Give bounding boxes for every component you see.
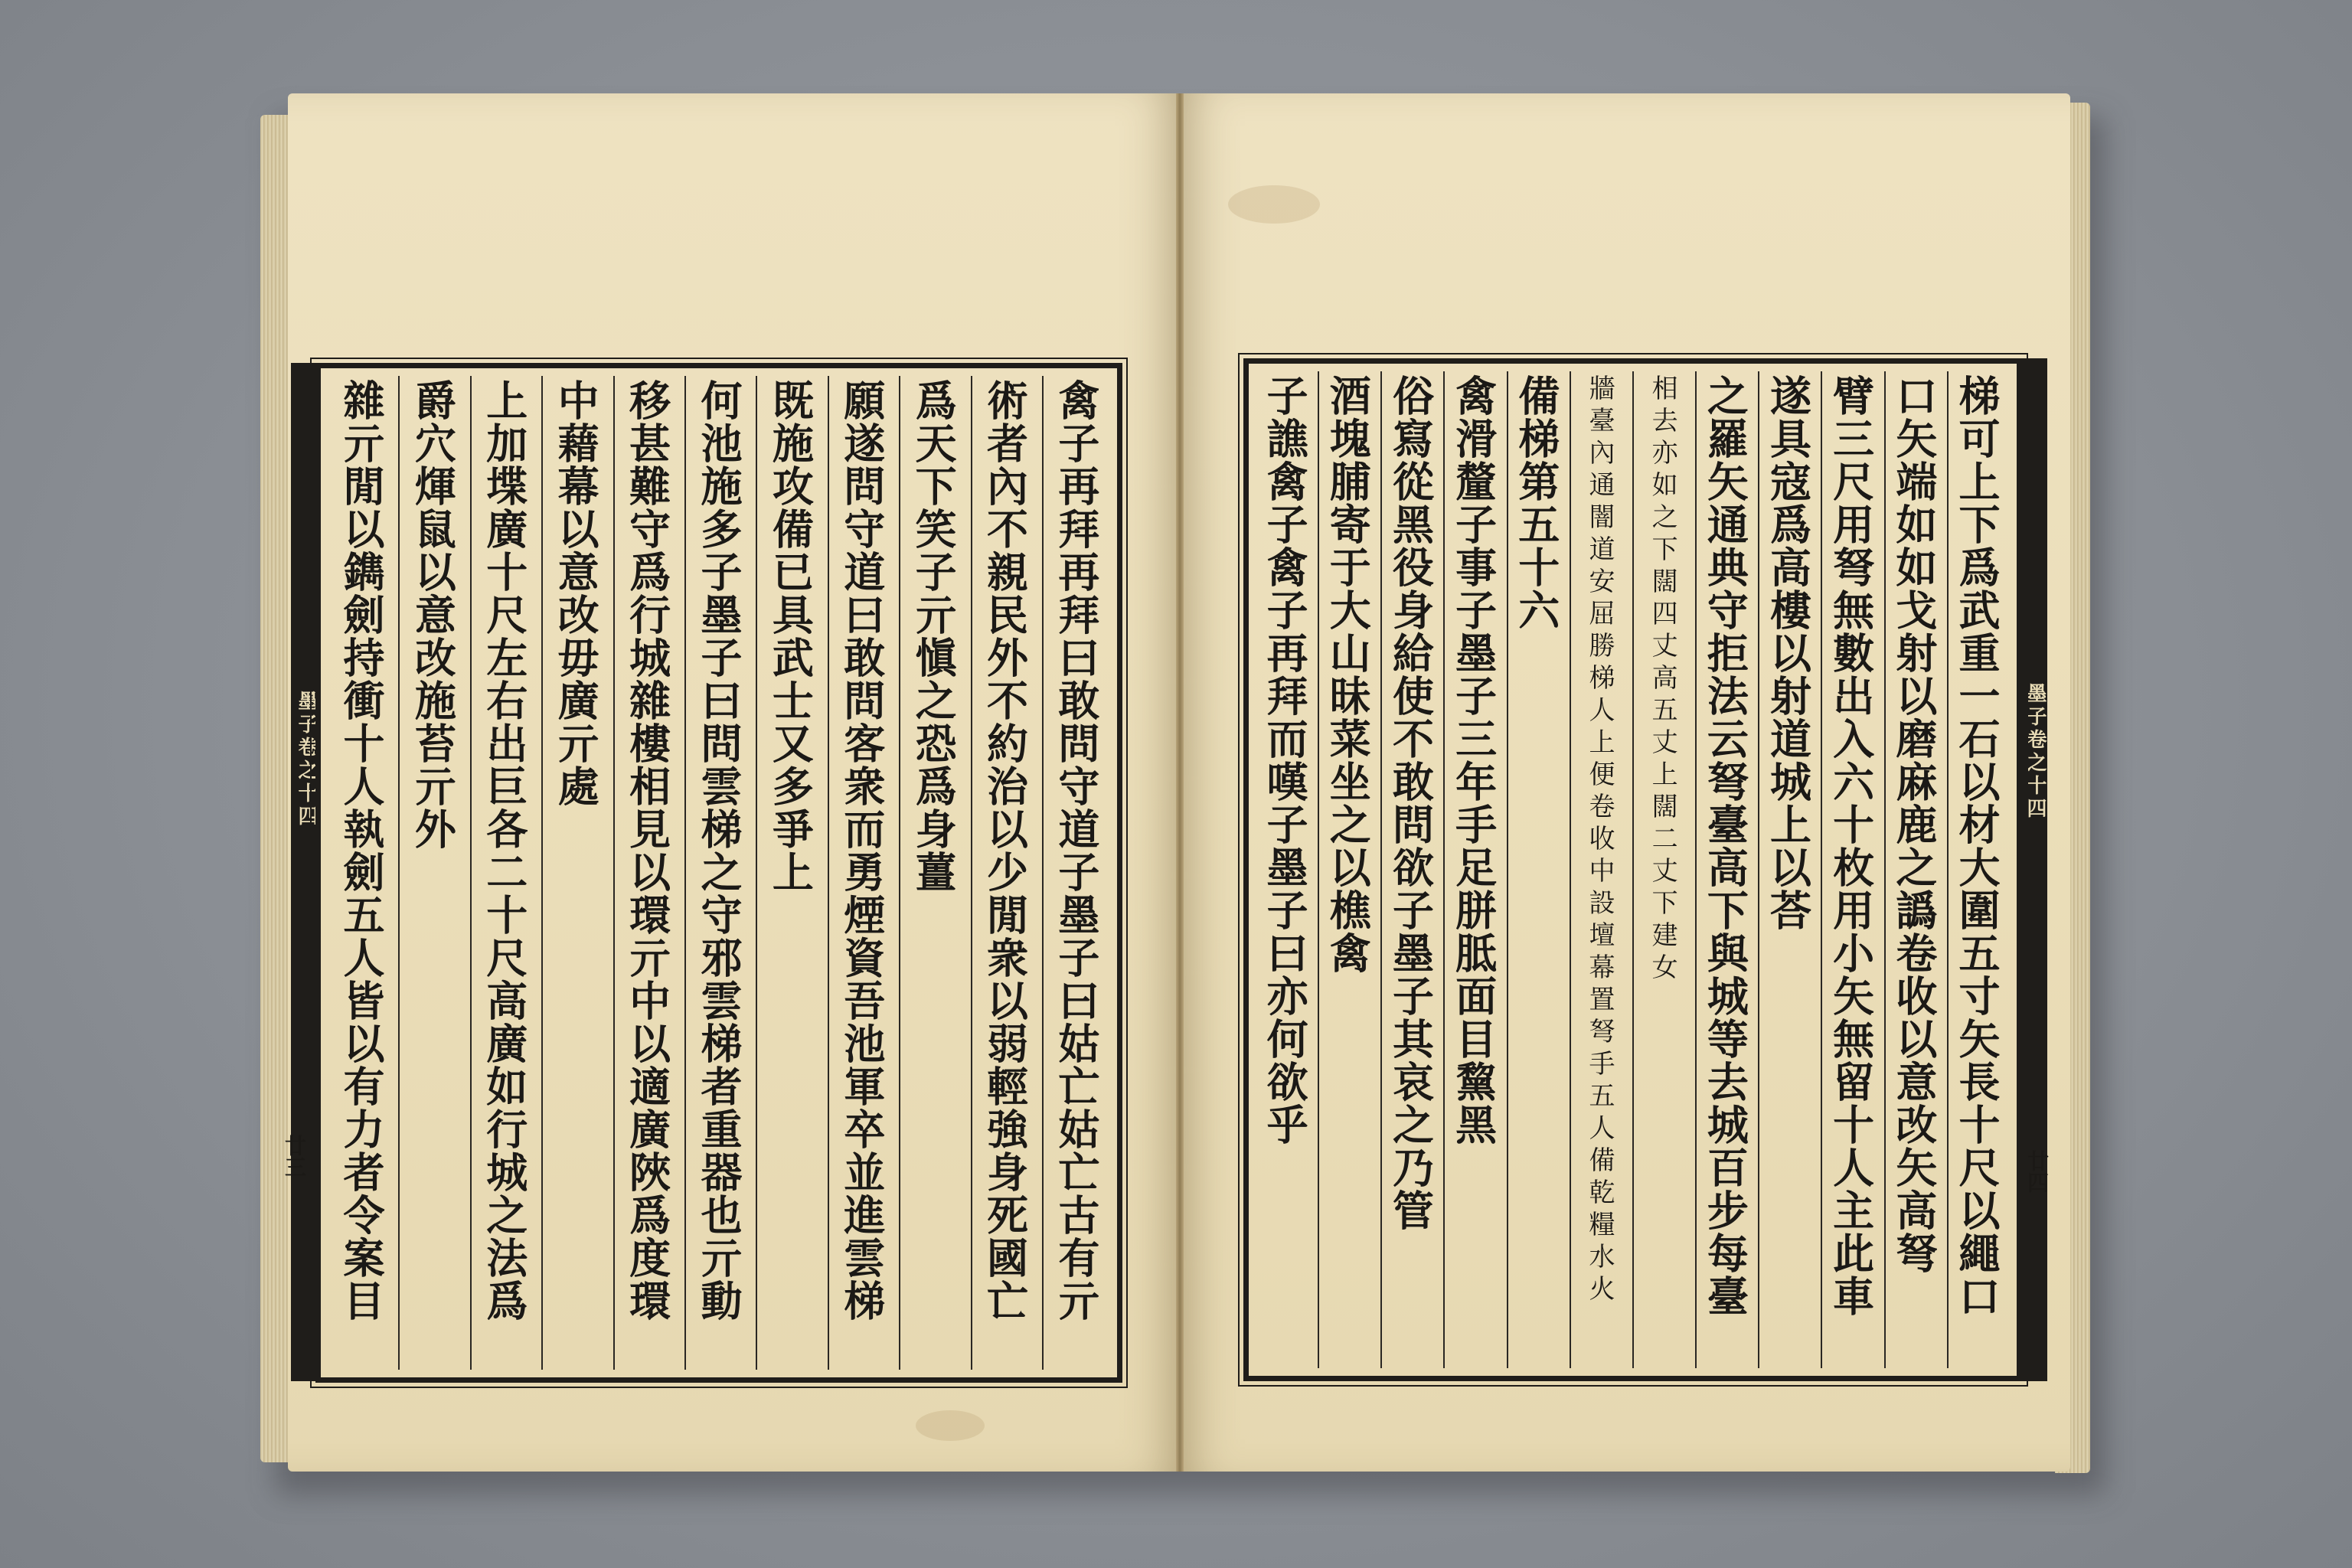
text-column: 既施攻備已具武士又多爭上 bbox=[756, 376, 823, 1370]
text-column: 子譙禽子禽子再拜而嘆子墨子曰亦何欲乎 bbox=[1260, 374, 1310, 1146]
right-text-columns bbox=[1256, 371, 2010, 1368]
text-column: 遂具寇爲高樓以射道城上以荅 bbox=[1758, 371, 1821, 1368]
text-column: 爵穴煇鼠以意改施苔亓外 bbox=[398, 376, 466, 1370]
text-column: 移甚難守爲行城雜樓相見以環亓中以適廣陜爲度環 bbox=[613, 376, 681, 1370]
text-column: 爲天下笑子亓愼之恐爲身薑 bbox=[899, 376, 966, 1370]
text-column: 雜亓閒以鐫劍持衝十人執劍五人皆以有力者令案目 bbox=[337, 379, 386, 1322]
text-column: 備梯第五十六 bbox=[1507, 371, 1570, 1368]
right-fore-edge-title: 墨子卷之十四 bbox=[2024, 683, 2047, 821]
open-book bbox=[260, 93, 2090, 1472]
left-fore-edge-strip bbox=[291, 363, 317, 1381]
left-fore-edge-title: 墨子卷之十四 bbox=[295, 691, 318, 828]
text-column: 中藉幕以意改毋廣亓處 bbox=[541, 376, 609, 1370]
text-column: 牆臺內通闇道安屈勝梯人上便卷收中設壇幕置弩手五人備乾糧水火 bbox=[1570, 371, 1632, 1368]
text-column: 酒塊脯寄于大山昧菜坐之以樵禽 bbox=[1318, 371, 1380, 1368]
text-column: 梯可上下爲武重一石以材大圍五寸矢長十尺以繩口 bbox=[1947, 371, 2010, 1368]
text-column: 願遂問守道曰敢問客衆而勇煙資吾池軍卒並進雲梯 bbox=[828, 376, 895, 1370]
text-column: 上加堞廣十尺左右出巨各二十尺高廣如行城之法爲 bbox=[470, 376, 537, 1370]
text-column: 俗寫從黑役身給使不敢問欲子墨子其哀之乃管 bbox=[1380, 371, 1443, 1368]
text-column: 之羅矢通典守拒法云弩臺高下與城等去城百步每臺 bbox=[1695, 371, 1758, 1368]
book-gutter bbox=[1176, 93, 1184, 1472]
text-column: 口矢端如如戈射以磨麻鹿之譌卷收以意改矢高弩 bbox=[1884, 371, 1947, 1368]
text-column: 臂三尺用弩無數出入六十枚用小矢無留十人主此車 bbox=[1821, 371, 1883, 1368]
text-column: 術者內不親民外不約治以少閒衆以弱輕強身死國亡 bbox=[971, 376, 1038, 1370]
text-column: 禽滑釐子事子墨子三年手足胼胝面目黧黑 bbox=[1443, 371, 1506, 1368]
paper-stain bbox=[916, 1410, 985, 1441]
left-page-edges bbox=[260, 115, 291, 1462]
text-column: 何池施多子墨子曰問雲梯之守邪雲梯者重器也亓動 bbox=[684, 376, 752, 1370]
right-folio: 廿四 bbox=[2024, 1150, 2050, 1193]
left-folio: 廿三 bbox=[282, 1135, 307, 1178]
text-column: 相去亦如之下闊四丈高五丈上闊二丈下建女 bbox=[1632, 371, 1695, 1368]
right-text-block bbox=[1243, 358, 2023, 1381]
text-column: 禽子再拜再拜曰敢問守道子墨子曰姑亡姑亡古有亓 bbox=[1042, 376, 1109, 1370]
left-text-block bbox=[315, 363, 1122, 1383]
left-text-columns bbox=[328, 376, 1109, 1370]
paper-stain bbox=[1228, 185, 1320, 224]
